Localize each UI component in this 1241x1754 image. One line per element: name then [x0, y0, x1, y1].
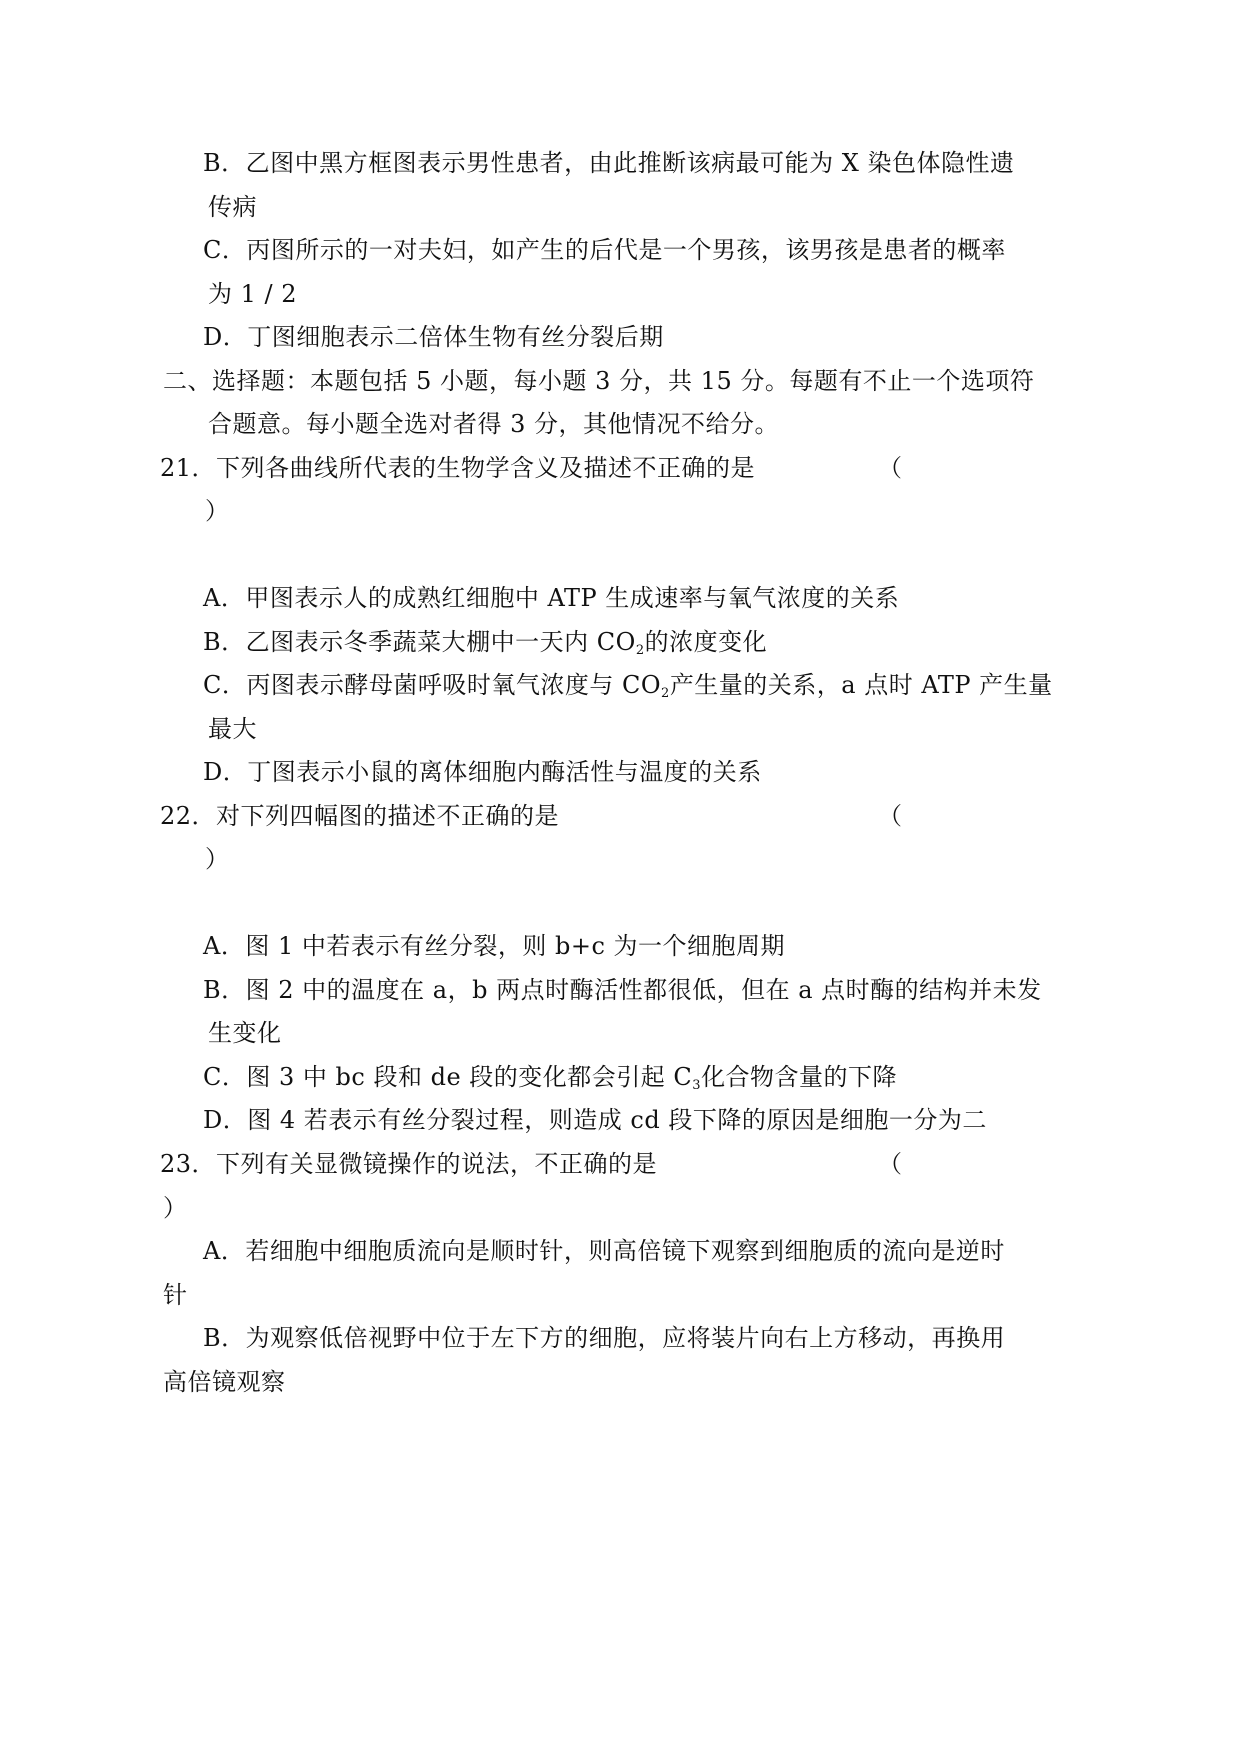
- q22-stem: 22．对下列四幅图的描述不正确的是: [160, 802, 560, 830]
- q21-option-c-line1: [203, 670, 1053, 700]
- q23-option-b-line1: B．为观察低倍视野中位于左下方的细胞，应将装片向右上方移动，再换用: [203, 1324, 1006, 1352]
- q21-stem: 21．下列各曲线所代表的生物学含义及描述不正确的是: [160, 454, 756, 482]
- q20-option-d: D．丁图细胞表示二倍体生物有丝分裂后期: [203, 323, 664, 351]
- q22-answer-paren-close: ）: [205, 845, 229, 873]
- q23-answer-paren-open: （: [878, 1150, 902, 1178]
- q21-option-c-text: C．丙图表示酵母菌呼吸时氧气浓度与 CO: [203, 671, 662, 699]
- q22-option-c-text: C．图 3 中 bc 段和 de 段的变化都会引起 C: [203, 1063, 693, 1091]
- q22-option-d: D．图 4 若表示有丝分裂过程，则造成 cd 段下降的原因是细胞一分为二: [203, 1106, 987, 1134]
- q20-option-c-line2: 为 1 / 2: [208, 280, 298, 308]
- q22-option-b-line2: 生变化: [208, 1019, 282, 1047]
- q22-option-b-line1: B．图 2 中的温度在 a，b 两点时酶活性都很低，但在 a 点时酶的结构并未发: [203, 976, 1042, 1004]
- q21-option-c-text-end: 产生量的关系，a 点时 ATP 产生量: [669, 671, 1053, 699]
- q20-option-b-line1: B．乙图中黑方框图表示男性患者，由此推断该病最可能为 X 染色体隐性遗: [203, 149, 1015, 177]
- q23-option-a-line2: 针: [163, 1281, 188, 1309]
- q21-option-b-subscript: 2: [635, 643, 645, 658]
- q22-option-c: [203, 1062, 897, 1092]
- q23-answer-paren-close: ）: [163, 1194, 187, 1222]
- q23-option-a-line1: A．若细胞中细胞质流向是顺时针，则高倍镜下观察到细胞质的流向是逆时: [203, 1237, 1005, 1265]
- section2-heading-line1: 二、选择题：本题包括 5 小题，每小题 3 分，共 15 分。每题有不止一个选项符: [163, 367, 1035, 395]
- q21-option-d: D．丁图表示小鼠的离体细胞内酶活性与温度的关系: [203, 758, 762, 786]
- q21-answer-paren-close: ）: [205, 497, 229, 525]
- q21-option-a: A．甲图表示人的成熟红细胞中 ATP 生成速率与氧气浓度的关系: [203, 584, 900, 612]
- q23-stem: 23．下列有关显微镜操作的说法，不正确的是: [160, 1150, 658, 1178]
- q21-option-b: [203, 627, 767, 657]
- q22-answer-paren-open: （: [878, 802, 902, 830]
- q21-option-c-subscript: 2: [661, 686, 670, 701]
- section2-heading-line2: 合题意。每小题全选对者得 3 分，其他情况不给分。: [208, 410, 780, 438]
- q20-option-c-line1: C．丙图所示的一对夫妇，如产生的后代是一个男孩，该男孩是患者的概率: [203, 236, 1006, 264]
- q21-answer-paren-open: （: [878, 454, 902, 482]
- q20-option-b-line2: 传病: [208, 193, 257, 221]
- q21-option-b-text-end: 的浓度变化: [644, 628, 768, 656]
- q23-option-b-line2: 高倍镜观察: [163, 1368, 286, 1396]
- q22-option-c-text-end: 化合物含量的下降: [701, 1063, 898, 1091]
- q21-option-b-text: B．乙图表示冬季蔬菜大棚中一天内 CO: [203, 628, 636, 656]
- q21-option-c-line2: 最大: [208, 715, 257, 743]
- q22-option-a: A．图 1 中若表示有丝分裂，则 b+c 为一个细胞周期: [203, 932, 786, 960]
- q22-option-c-subscript: 3: [692, 1078, 702, 1093]
